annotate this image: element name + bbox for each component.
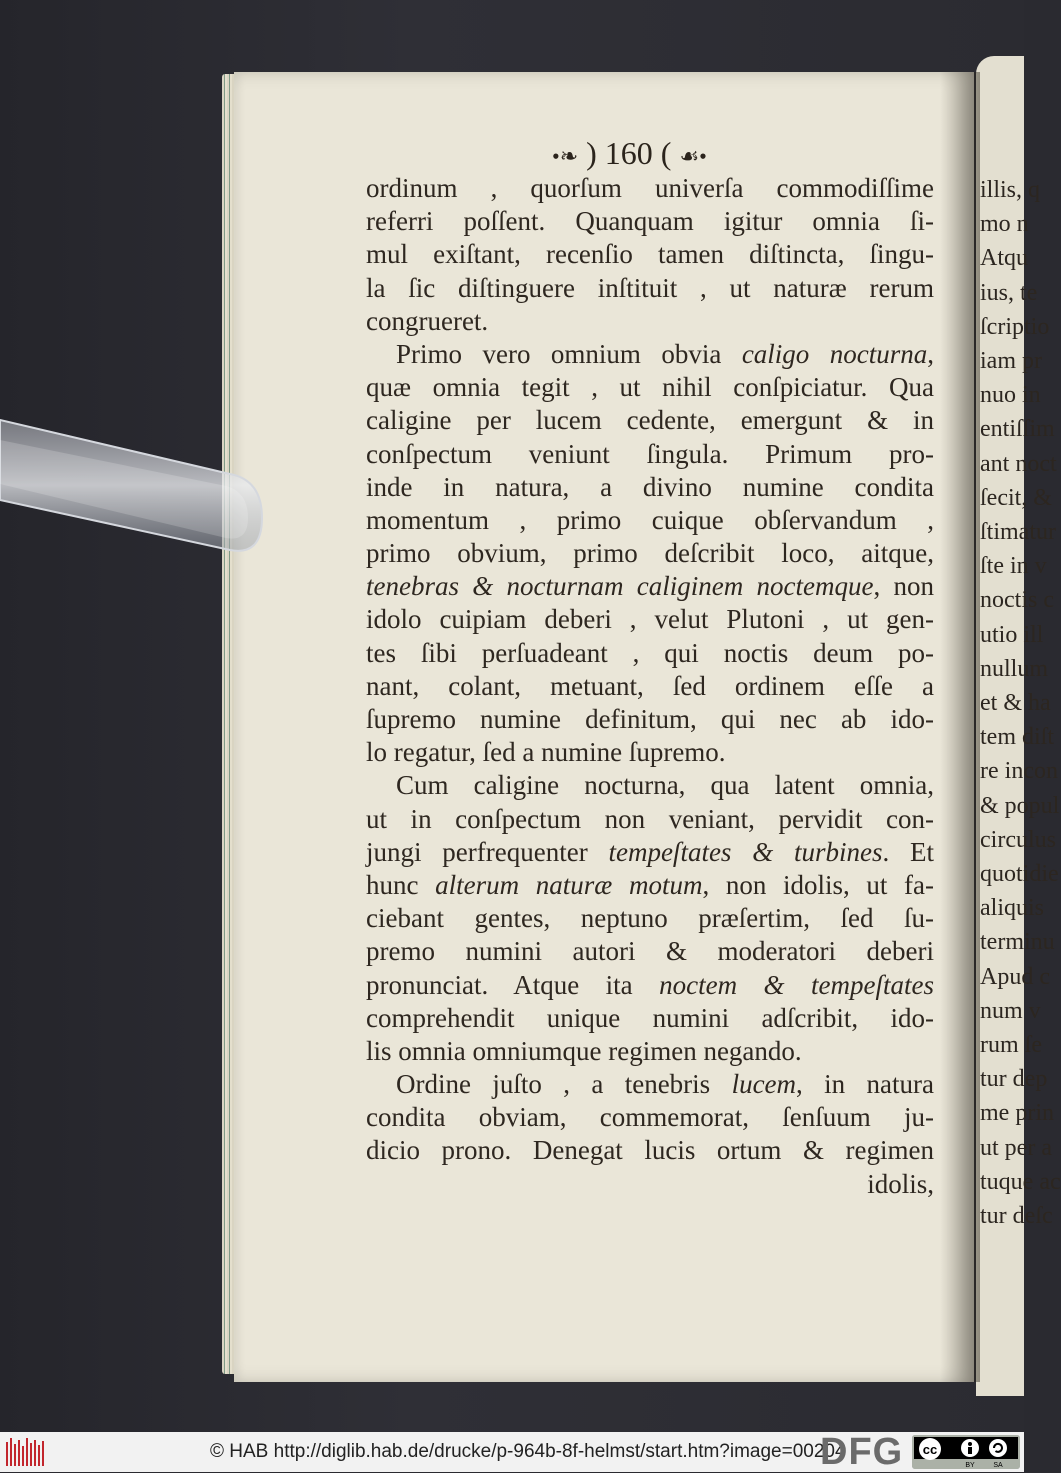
text-run: ut in conſpectum non veniant, pervidit con- — [366, 803, 934, 834]
text-run: jungi perfrequenter — [366, 836, 609, 867]
text-line — [366, 1068, 934, 1101]
facing-page-line: num v — [980, 997, 1041, 1024]
body-text — [366, 172, 934, 1201]
text-run: quæ omnia tegit , ut nihil conſpiciatur. Qua — [366, 372, 934, 403]
facing-page-line: & popul — [980, 792, 1060, 819]
text-run: ſupremo numine definitum, qui nec ab ido- — [366, 704, 934, 734]
text-line — [366, 869, 934, 902]
text-line — [366, 1134, 934, 1167]
text-line — [366, 471, 934, 504]
facing-page-line: terminu — [980, 929, 1055, 956]
text-run: referri poſſent. Quanquam igitur omnia ſi- — [366, 206, 934, 237]
text-run: premo numini autori & moderatori deberi — [366, 936, 934, 967]
text-line — [366, 537, 934, 570]
text-line — [366, 703, 934, 736]
text-run: conſpectum veniunt ſingula. Primum pro- — [366, 438, 934, 469]
text-line — [366, 736, 934, 769]
text-line — [366, 1101, 934, 1134]
facing-page-line: ut per a — [980, 1134, 1052, 1161]
hab-logo-icon — [6, 1438, 46, 1468]
text-line — [366, 172, 934, 205]
text-line — [366, 902, 934, 935]
ornament-left: •❧ — [552, 143, 579, 169]
page-gutter-shadow — [940, 72, 980, 1382]
text-run: , — [927, 338, 934, 369]
text-run: mul exiſtant, recenſio tamen diſtincta, ſingu- — [366, 239, 934, 270]
text-run: , non idolis, ut fa- — [702, 869, 935, 900]
facing-page-line: tem diſt — [980, 724, 1054, 751]
facing-page-line: tur dep — [980, 1066, 1048, 1093]
italic-phrase: alterum naturæ motum — [435, 869, 703, 900]
text-run: Ordine juſto , a tenebris — [396, 1069, 732, 1100]
page-clip-icon — [0, 400, 270, 570]
text-run: primo obvium, primo deſcribit loco, aitque, — [366, 538, 934, 569]
facing-page-line: re incon — [980, 758, 1058, 785]
text-run: momentum , primo cuique obſervandum , — [366, 504, 934, 535]
text-line — [366, 438, 934, 471]
text-run: nant, colant, metuant, ſed ordinem eſſe a — [366, 670, 934, 701]
facing-page-line: illis, q — [980, 177, 1041, 203]
text-line — [366, 504, 934, 537]
text-run: pronunciat. Atque ita — [366, 969, 660, 1000]
text-run: Cum caligine nocturna, qua latent omnia, — [396, 770, 934, 801]
italic-phrase: noctem & tempeſtates — [659, 969, 934, 1000]
facing-page-line: iam pr — [980, 348, 1042, 374]
facing-page-line: ſtimatur — [980, 519, 1056, 545]
text-line — [366, 803, 934, 836]
facing-page-line: Atqu — [980, 245, 1028, 272]
text-run: idolo cuipiam deberi , velut Plutoni , ut gen- — [366, 604, 934, 635]
facing-page-line: ſecit, & — [980, 484, 1052, 511]
text-run: Primo vero omnium obvia — [396, 338, 742, 369]
facing-page-line: quotidie — [980, 861, 1059, 887]
text-line — [366, 603, 934, 636]
text-run: caligine per lucem cedente, emergunt & in — [366, 405, 934, 436]
text-line — [366, 305, 934, 338]
facing-page-line: tuque ac — [980, 1168, 1061, 1195]
text-line — [366, 338, 934, 371]
text-run: condita obviam, commemorat, ſenſuum ju- — [366, 1102, 934, 1133]
facing-page-line: circulus — [980, 826, 1056, 853]
text-line — [366, 205, 934, 238]
facing-page-line: ſte in v — [980, 553, 1047, 580]
facing-page-line: rum ſe — [980, 1032, 1042, 1058]
italic-phrase: caligo nocturna — [741, 338, 928, 369]
text-line — [366, 969, 934, 1002]
text-run: congrueret. — [366, 305, 489, 336]
text-line — [366, 935, 934, 968]
text-run: idolis, — [867, 1168, 934, 1199]
text-run: , non — [873, 571, 935, 602]
facing-page-line: Apud c — [980, 963, 1050, 990]
facing-page-line: noctis c — [980, 587, 1054, 614]
italic-phrase: lucem — [731, 1069, 797, 1100]
facing-page-line: aliquis — [980, 895, 1044, 922]
text-line — [366, 769, 934, 802]
text-run: , in natura — [796, 1069, 934, 1100]
text-line — [366, 238, 934, 271]
facing-page-line: tur deſc — [980, 1203, 1053, 1229]
italic-phrase: tempeſtates & turbines — [608, 836, 883, 867]
page-header — [552, 134, 707, 172]
text-run: lis omnia omniumque regimen negando. — [366, 1035, 802, 1066]
text-run: inde in natura, a divino numine condita — [366, 471, 934, 502]
text-run: . Et — [882, 836, 935, 867]
text-line — [366, 272, 934, 305]
svg-text:BY: BY — [965, 1462, 975, 1469]
svg-text:SA: SA — [993, 1462, 1003, 1469]
text-run: ciebant gentes, neptuno præſertim, ſed ſu- — [366, 903, 934, 934]
text-line — [366, 637, 934, 670]
text-run: comprehendit unique numini adſcribit, ido- — [366, 1002, 934, 1033]
facing-page-line: mo n — [980, 211, 1029, 238]
text-run: lo regatur, ſed a numine ſupremo. — [366, 737, 726, 768]
text-line — [366, 1168, 934, 1201]
facing-page-line: nuo in — [980, 382, 1041, 409]
text-run: hunc — [366, 869, 436, 900]
ornament-right: ☙• — [679, 143, 707, 169]
facing-page-line: me prin — [980, 1100, 1054, 1127]
facing-page-line: et & ha — [980, 690, 1051, 716]
page-number: ) 160 ( — [586, 135, 672, 171]
text-line — [366, 836, 934, 869]
text-run: dicio prono. Denegat lucis ortum & regimen — [366, 1135, 934, 1166]
facing-page-fragment — [976, 56, 1061, 1396]
facing-page-line: utio ill — [980, 621, 1044, 648]
copyright-link[interactable]: © HAB http://diglib.hab.de/drucke/p-964b-8f-helmst/start.htm?image=00204 — [210, 1441, 846, 1462]
svg-text:cc: cc — [922, 1442, 938, 1457]
text-line — [366, 670, 934, 703]
text-run: ordinum , quorſum univerſa commodiſſime — [366, 173, 934, 203]
text-line — [366, 404, 934, 437]
facing-page-line: ius, te — [980, 279, 1038, 306]
text-run: tes ſibi perſuadeant , qui noctis deum po- — [366, 637, 934, 668]
text-line — [366, 1002, 934, 1035]
footer-bar — [0, 1432, 1024, 1472]
text-line — [366, 1035, 934, 1068]
facing-page-line: ſcriptio — [980, 313, 1050, 340]
italic-phrase: tenebras & nocturnam caliginem noctemque — [366, 571, 874, 602]
text-run: la ſic diſtinguere inſtituit , ut naturæ rerum — [366, 272, 934, 303]
text-line — [366, 570, 934, 603]
facing-page-line: nullum — [980, 655, 1049, 682]
facing-page-line: ant noct — [980, 450, 1057, 477]
text-line — [366, 371, 934, 404]
dfg-logo: DFG — [820, 1431, 904, 1473]
cc-by-sa-icon[interactable] — [912, 1435, 1020, 1469]
facing-page-line: entiſſim — [980, 416, 1055, 443]
